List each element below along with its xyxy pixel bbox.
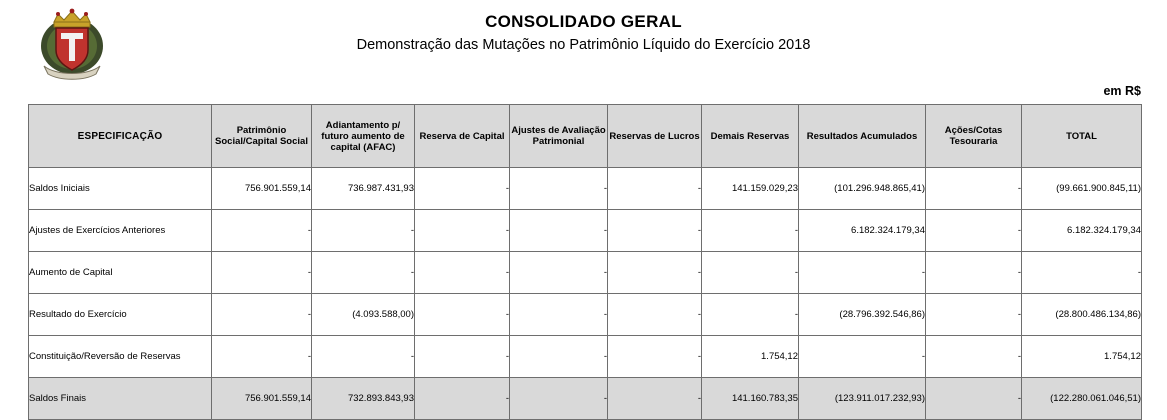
cell-value: - [312,210,415,252]
table-row [29,168,1142,210]
cell-value: - [702,252,799,294]
table-row [29,252,1142,294]
cell-value: - [312,252,415,294]
table-header [29,105,1142,168]
cell-value: - [510,252,608,294]
column-header-ajustes-avaliacao: Ajustes de Avaliação Patrimonial [510,105,608,168]
cell-value: - [415,378,510,420]
cell-value: - [608,168,702,210]
table-body [29,168,1142,420]
cell-value: - [510,336,608,378]
cell-value: 736.987.431,93 [312,168,415,210]
cell-value: (123.911.017.232,93) [799,378,926,420]
cell-value: - [799,336,926,378]
cell-value: - [608,378,702,420]
cell-value: - [415,168,510,210]
cell-value: 732.893.843,93 [312,378,415,420]
cell-value: - [510,378,608,420]
equity-mutations-table [28,104,1142,420]
column-header-reservas-lucros: Reservas de Lucros [608,105,702,168]
page-subtitle: Demonstração das Mutações no Patrimônio Líquido do Exercício 2018 [356,37,811,53]
cell-value: - [415,252,510,294]
cell-value: - [926,252,1022,294]
cell-value: - [608,294,702,336]
column-header-total: TOTAL [1022,105,1142,168]
row-label: Aumento de Capital [29,252,212,294]
cell-value: - [510,168,608,210]
table-header-row [29,105,1142,168]
cell-value: - [926,336,1022,378]
cell-value: - [212,294,312,336]
cell-value: (28.800.486.134,86) [1022,294,1142,336]
cell-value: 141.160.783,35 [702,378,799,420]
table-row [29,336,1142,378]
cell-value: - [510,210,608,252]
cell-value: - [510,294,608,336]
cell-value: - [212,336,312,378]
cell-value: 6.182.324.179,34 [799,210,926,252]
page-title: CONSOLIDADO GERAL [485,12,682,31]
table-row [29,294,1142,336]
column-header-patrimonio-social: Patrimônio Social/Capital Social [212,105,312,168]
row-label: Ajustes de Exercícios Anteriores [29,210,212,252]
cell-value: 1.754,12 [1022,336,1142,378]
cell-value: - [415,210,510,252]
cell-value: 756.901.559,14 [212,378,312,420]
cell-value: - [415,294,510,336]
cell-value: 141.159.029,23 [702,168,799,210]
statement-table-container [28,104,1141,420]
column-header-demais-reservas: Demais Reservas [702,105,799,168]
currency-unit-note: em R$ [1103,84,1141,98]
row-label: Constituição/Reversão de Reservas [29,336,212,378]
cell-value: - [926,294,1022,336]
cell-value: - [702,294,799,336]
table-row [29,210,1142,252]
column-header-resultados-acumulados: Resultados Acumulados [799,105,926,168]
cell-value: - [212,210,312,252]
title-block [0,12,1167,54]
cell-value: (28.796.392.546,86) [799,294,926,336]
cell-value: 1.754,12 [702,336,799,378]
document-header [0,0,1167,82]
cell-value: (101.296.948.865,41) [799,168,926,210]
cell-value: - [212,252,312,294]
cell-value: 6.182.324.179,34 [1022,210,1142,252]
row-label: Saldos Iniciais [29,168,212,210]
column-header-especificacao: ESPECIFICAÇÃO [29,105,212,168]
table-row-total [29,378,1142,420]
column-header-acoes-cotas-tesouraria: Ações/Cotas Tesouraria [926,105,1022,168]
cell-value: - [608,210,702,252]
row-label: Saldos Finais [29,378,212,420]
cell-value: (122.280.061.046,51) [1022,378,1142,420]
column-header-reserva-capital: Reserva de Capital [415,105,510,168]
cell-value: 756.901.559,14 [212,168,312,210]
cell-value: (4.093.588,00) [312,294,415,336]
row-label: Resultado do Exercício [29,294,212,336]
cell-value: - [415,336,510,378]
cell-value: - [926,378,1022,420]
cell-value: - [926,168,1022,210]
cell-value: - [926,210,1022,252]
cell-value: - [608,252,702,294]
cell-value: - [608,336,702,378]
cell-value: - [799,252,926,294]
cell-value: - [312,336,415,378]
cell-value: (99.661.900.845,11) [1022,168,1142,210]
column-header-afac: Adiantamento p/ futuro aumento de capital (AFAC) [312,105,415,168]
cell-value: - [1022,252,1142,294]
cell-value: - [702,210,799,252]
